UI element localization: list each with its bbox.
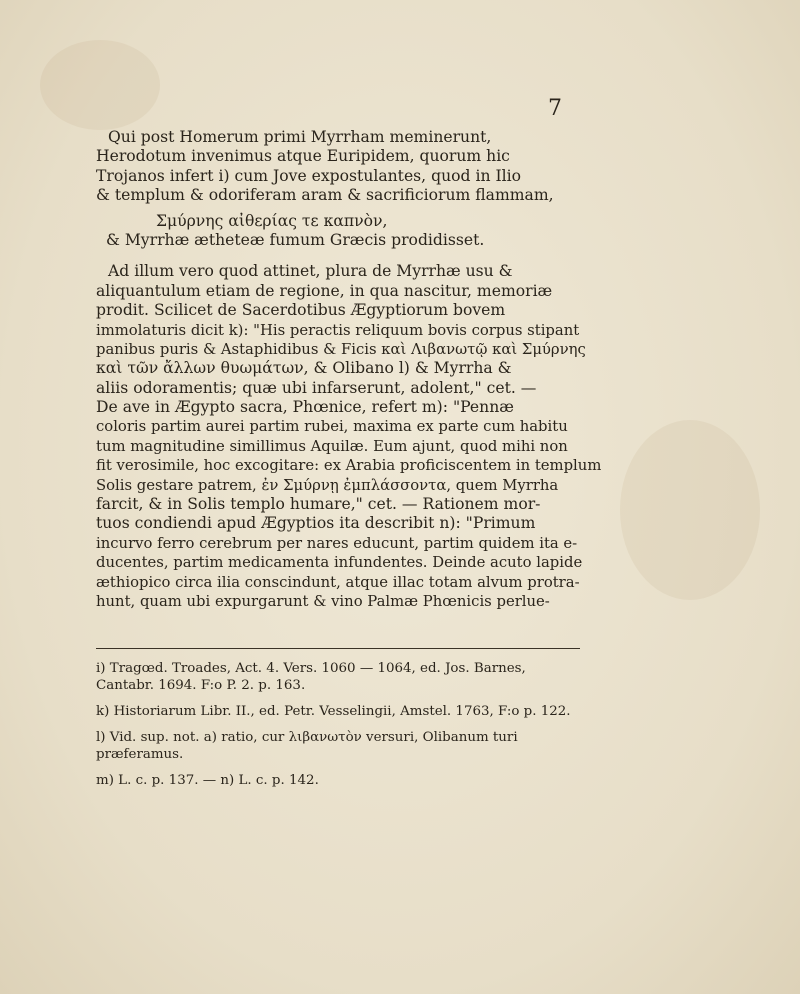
body-line: æthiopico circa ilia conscindunt, atque illac totam alvum protra- xyxy=(96,573,580,591)
body-line: De ave in Ægypto sacra, Phœnice, refert m): "Pennæ xyxy=(96,398,514,417)
body-line: farcit, & in Solis templo humare," cet. — Rationem mor- xyxy=(96,495,541,514)
body-line: Herodotum invenimus atque Euripidem, quorum hic xyxy=(96,147,510,166)
body-line: tuos condiendi apud Ægyptios ita describit n): "Primum xyxy=(96,514,536,533)
body-line: immolaturis dicit k): "His peractis reliquum bovis corpus stipant xyxy=(96,321,580,339)
page-number: 7 xyxy=(548,96,562,121)
body-line: panibus puris & Astaphidibus & Ficis καὶ Λιβανωτῷ καὶ Σμύρνης xyxy=(96,340,586,358)
footnote: k) Historiarum Libr. II., ed. Petr. Vesselingii, Amstel. 1763, F:o p. 122. xyxy=(96,704,571,719)
body-line: Ad illum vero quod attinet, plura de Myrrhæ usu & xyxy=(108,262,513,281)
body-line: Trojanos infert i) cum Jove expostulantes, quod in Ilio xyxy=(96,166,521,185)
footnote-divider xyxy=(96,648,580,649)
body-line: incurvo ferro cerebrum per nares educunt, partim quidem ita e- xyxy=(96,534,578,552)
body-line: tum magnitudine simillimus Aquilæ. Eum ajunt, quod mihi non xyxy=(96,437,568,455)
body-line: fit verosimile, hoc excogitare: ex Arabia proficiscentem in templum xyxy=(96,457,602,475)
footnote: l) Vid. sup. not. a) ratio, cur λιβανωτὸν versuri, Olibanum turi præferamus. xyxy=(96,730,518,762)
paper-stain xyxy=(40,40,160,130)
body-line: ducentes, partim medicamenta infundentes. Deinde acuto lapide xyxy=(96,554,583,572)
body-line: & templum & odoriferam aram & sacrificiorum flammam, xyxy=(96,186,554,205)
body-line: aliis odoramentis; quæ ubi infarserunt, adolent," cet. — xyxy=(96,378,537,397)
body-line: hunt, quam ubi expurgarunt & vino Palmæ Phœnicis perlue- xyxy=(96,592,550,610)
body-line: coloris partim aurei partim rubei, maxima ex parte cum habitu xyxy=(96,418,568,436)
body-line: Solis gestare patrem, ἐν Σμύρνῃ ἐμπλάσσοντα, quem Myrrha xyxy=(96,476,559,494)
body-text xyxy=(96,128,602,611)
body-line: prodit. Scilicet de Sacerdotibus Ægyptiorum bovem xyxy=(96,301,506,320)
greek-quote-line: Σμύρνης αἰθερίας τε καπνὸν, xyxy=(156,211,388,230)
body-line: Qui post Homerum primi Myrrham meminerunt, xyxy=(108,128,492,146)
paper-stain xyxy=(620,420,760,600)
body-line: aliquantulum etiam de regione, in qua nascitur, memoriæ xyxy=(96,281,553,300)
footnotes xyxy=(96,660,580,798)
body-line: καὶ τῶν ἄλλων θυωμάτων, & Olibano l) & Myrrha & xyxy=(96,359,512,378)
footnote: i) Tragœd. Troades, Act. 4. Vers. 1060 — 1064, ed. Jos. Barnes, Cantabr. 1694. F:o P. 2. p. 163. xyxy=(96,661,526,693)
body-line: & Myrrhæ ætheteæ fumum Græcis prodidisset. xyxy=(106,230,485,249)
footnote: m) L. c. p. 137. — n) L. c. p. 142. xyxy=(96,773,319,788)
